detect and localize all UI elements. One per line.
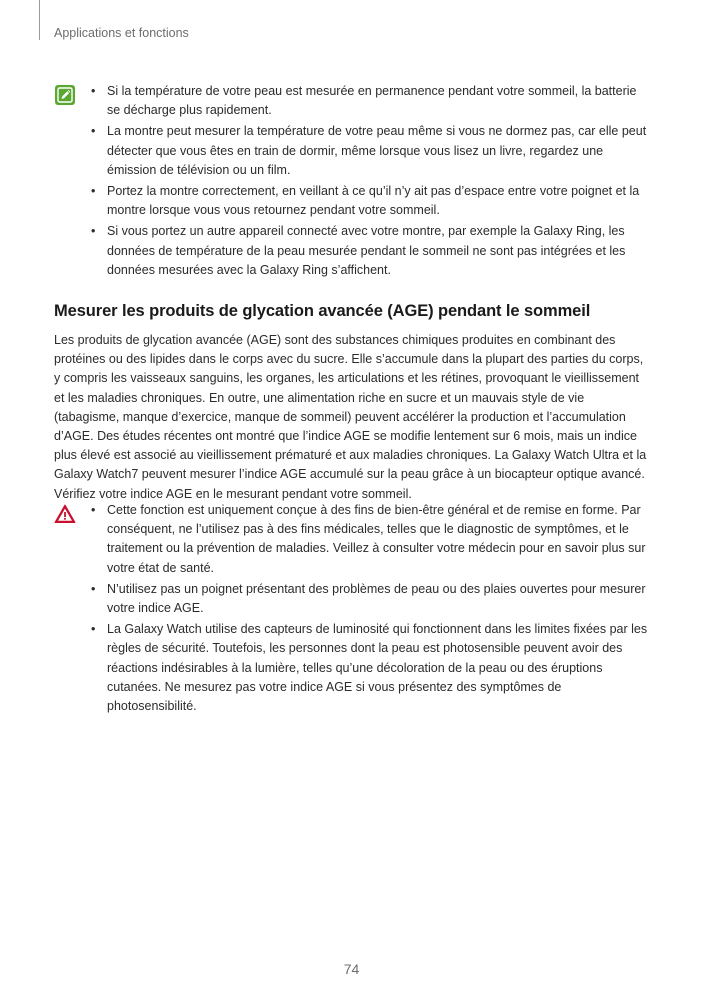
section-heading: Mesurer les produits de glycation avancée (AGE) pendant le sommeil (54, 302, 591, 320)
note-pencil-icon (54, 84, 76, 106)
note-bullet-item: • Portez la montre correctement, en veillant à ce qu’il n’y ait pas d’espace entre votre poignet et la montre lorsque vous vous retournez pendant votre sommeil. (90, 182, 650, 220)
note-bullet-list (90, 82, 650, 282)
warning-bullet-item: • La Galaxy Watch utilise des capteurs de luminosité qui fonctionnent dans les limites fixées par les règles de sécurité. Toutefois, les personnes dont la peau est photosensible peuvent avoir des réactions indésirables à la lumière, telles qu’une décoloration de la peau ou des éruptions cutanées. Ne mesurez pas votre indice AGE si vous présentez des symptômes de photosensibilité. (90, 620, 650, 716)
section-body-paragraph: Les produits de glycation avancée (AGE) sont des substances chimiques produites en combinant des protéines ou des lipides dans le corps avec du sucre. Elle s’accumule dans la plupart des parties du corps, y compris les vaisseaux sanguins, les organes, les articulations et les rétines, provoquant le vieillissement et les maladies chroniques. En outre, une alimentation riche en sucre et un mauvais style de vie (tabagisme, manque d’exercice, manque de sommeil) peuvent accélérer la production et l’accumulation d’AGE. Des études récentes ont montré que l’indice AGE se modifie lentement sur 6 mois, mais un indice plus élevé est associé au vieillissement prématuré et aux maladies chroniques. La Galaxy Watch Ultra et la Galaxy Watch7 peuvent mesurer l’indice AGE accumulé sur la peau grâce à un biocapteur optique avancé. Vérifiez votre indice AGE en le mesurant pendant votre sommeil. (54, 333, 647, 501)
warning-triangle-icon (54, 503, 76, 525)
warning-bullet-item: • N’utilisez pas un poignet présentant des problèmes de peau ou des plaies ouvertes pour mesurer votre indice AGE. (90, 580, 650, 618)
page-number: 74 (343, 961, 360, 977)
running-header: Applications et fonctions (54, 26, 189, 40)
note-bullet-item: • La montre peut mesurer la température de votre peau même si vous ne dormez pas, car elle peut détecter que vous êtes en train de dormir, même lorsque vous lisez un livre, regardez une émission de télévision ou un film. (90, 122, 650, 180)
warning-bullet-item: • Cette fonction est uniquement conçue à des fins de bien-être général et de remise en forme. Par conséquent, ne l’utilisez pas à des fins médicales, telles que le diagnostic de symptômes, et le traitement ou la prévention de maladies. Veillez à consulter votre médecin pour en savoir plus sur votre état de santé. (90, 501, 650, 578)
note-bullet-item: • Si la température de votre peau est mesurée en permanence pendant votre sommeil, la batterie se décharge plus rapidement. (90, 82, 650, 120)
warning-bullet-list (90, 501, 650, 718)
note-bullet-item: • Si vous portez un autre appareil connecté avec votre montre, par exemple la Galaxy Ring, les données de température de la peau mesurée pendant le sommeil ne sont pas intégrées et les données mesurées avec la Galaxy Ring s’affichent. (90, 222, 650, 280)
header-divider (39, 0, 40, 40)
